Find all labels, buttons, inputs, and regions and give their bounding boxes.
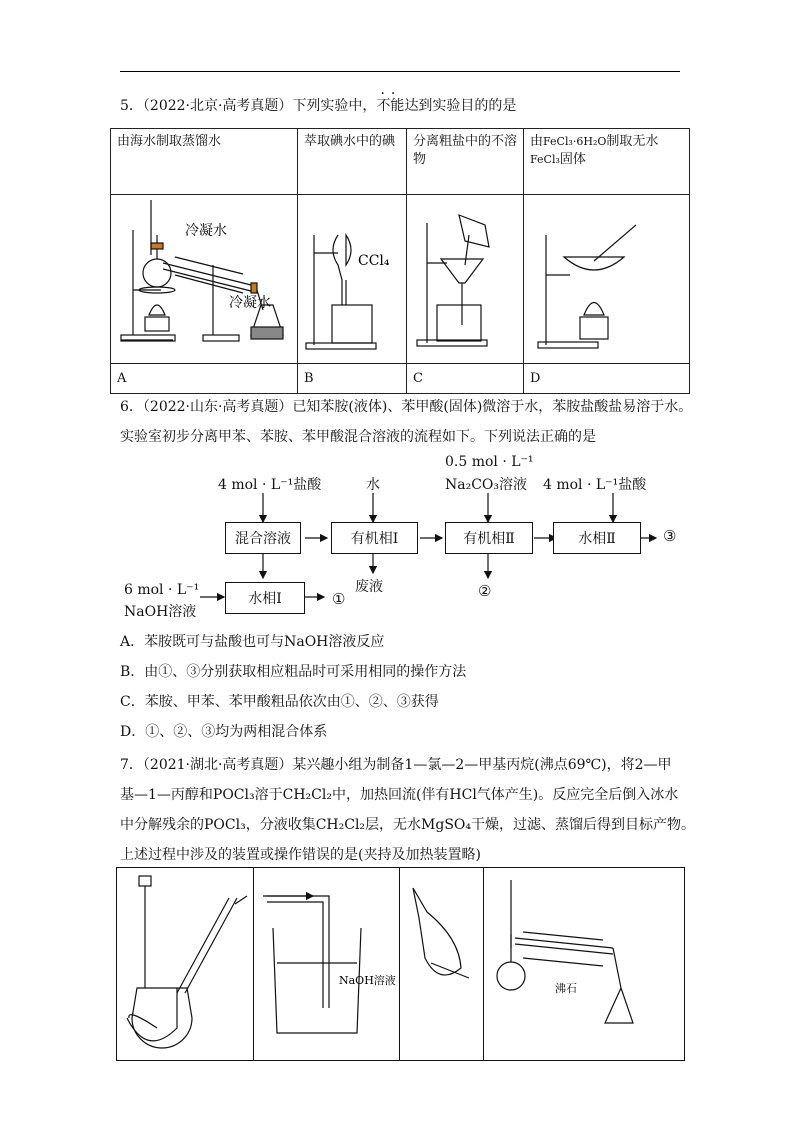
option-b-cell: B xyxy=(298,364,407,394)
q5-header-b: 萃取碘水中的碘 xyxy=(298,129,407,195)
output-2: ② xyxy=(478,582,492,600)
q5-table xyxy=(110,128,690,394)
q7-figure-c xyxy=(399,868,484,1060)
q7-figure-a xyxy=(117,868,254,1060)
condenser-water-label-bottom: 冷凝水 xyxy=(229,295,271,311)
reagent-water: 水 xyxy=(366,477,380,493)
ccl4-label: CCl₄ xyxy=(358,253,390,269)
distillation-figure xyxy=(483,868,684,1060)
q7-stem-line4: 上述过程中涉及的装置或操作错误的是(夹持及加热装置略) xyxy=(120,847,481,863)
reagent-hcl-1: 4 mol · L⁻¹盐酸 xyxy=(218,477,322,493)
condenser-water-label-top: 冷凝水 xyxy=(185,223,227,239)
naoh-solution-label: NaOH溶液 xyxy=(339,974,396,987)
q6-stem-line2: 实验室初步分离甲苯、苯胺、苯甲酸混合溶液的流程如下。下列说法正确的是 xyxy=(120,429,596,445)
option-a-cell: A xyxy=(111,364,298,394)
separatory-shaking-figure xyxy=(399,868,483,1060)
q6-option-b: B．由①、③分别获取相应粗品时可采用相同的操作方法 xyxy=(120,664,467,680)
reagent-naoh-conc: 6 mol · L⁻¹ xyxy=(124,582,200,598)
box-aqueous-phase-2: 水相Ⅱ xyxy=(553,522,641,554)
q5-header-c: 分离粗盐中的不溶物 xyxy=(407,129,524,195)
gas-absorption-figure xyxy=(253,868,399,1060)
q7-stem-line1: 7．（2021·湖北·高考真题）某兴趣小组为制备1—氯—2—甲基丙烷(沸点69℃)，将2—甲 xyxy=(120,757,672,773)
header-rule xyxy=(120,71,680,72)
q6-option-a: A．苯胺既可与盐酸也可与NaOH溶液反应 xyxy=(120,634,385,650)
filtration-figure xyxy=(407,195,523,357)
q7-figure-d xyxy=(483,868,684,1060)
q6-option-d: D．①、②、③均为两相混合体系 xyxy=(120,724,328,740)
reagent-na2co3-conc: 0.5 mol · L⁻¹ xyxy=(445,454,534,470)
reflux-apparatus-figure xyxy=(117,868,253,1060)
q6-stem-line1: 6．（2022·山东·高考真题）已知苯胺(液体)、苯甲酸(固体)微溶于水，苯胺盐酸盐易溶于水。 xyxy=(120,399,693,415)
q5-header-a: 由海水制取蒸馏水 xyxy=(111,129,298,195)
output-3: ③ xyxy=(663,527,677,545)
output-1: ① xyxy=(332,590,346,608)
q6-option-c: C．苯胺、甲苯、苯甲酸粗品依次由①、②、③获得 xyxy=(120,694,439,710)
box-mixed-solution: 混合溶液 xyxy=(225,522,301,554)
evaporation-figure xyxy=(524,195,689,357)
q5-stem: 5．（2022·北京·高考真题）下列实验中， ·· 不能达到实验目的的是 xyxy=(120,86,517,114)
q5-figure-a xyxy=(111,195,298,364)
q5-figure-d xyxy=(524,195,690,364)
option-c-cell: C xyxy=(407,364,524,394)
q7-figure-strip xyxy=(116,867,685,1061)
waste-liquid-label: 废液 xyxy=(355,579,383,595)
separatory-funnel-figure xyxy=(298,195,406,357)
box-organic-phase-2: 有机相Ⅱ xyxy=(445,522,533,554)
q7-stem-line3: 中分解残余的POCl₃，分液收集CH₂Cl₂层，无水MgSO₄干燥，过滤、蒸馏后得到目标产物。 xyxy=(120,817,696,833)
reagent-na2co3: Na₂CO₃溶液 xyxy=(445,477,528,493)
box-organic-phase-1: 有机相Ⅰ xyxy=(331,522,418,554)
q5-figure-c xyxy=(407,195,524,364)
option-d-cell: D xyxy=(524,364,690,394)
box-aqueous-phase-1: 水相Ⅰ xyxy=(225,582,305,614)
q5-header-d: 由FeCl₃·6H₂O制取无水 FeCl₃固体 xyxy=(524,129,690,195)
distillation-apparatus-figure xyxy=(111,195,297,357)
boiling-chip-label: 沸石 xyxy=(555,982,577,995)
q5-figure-b xyxy=(298,195,407,364)
q7-figure-b xyxy=(253,868,400,1060)
reagent-hcl-2: 4 mol · L⁻¹盐酸 xyxy=(543,477,647,493)
reagent-naoh: NaOH溶液 xyxy=(124,604,197,620)
q7-stem-line2: 基—1—丙醇和POCl₃溶于CH₂Cl₂中，加热回流(伴有HCl气体产生)。反应完全后倒入冰水 xyxy=(120,787,679,803)
